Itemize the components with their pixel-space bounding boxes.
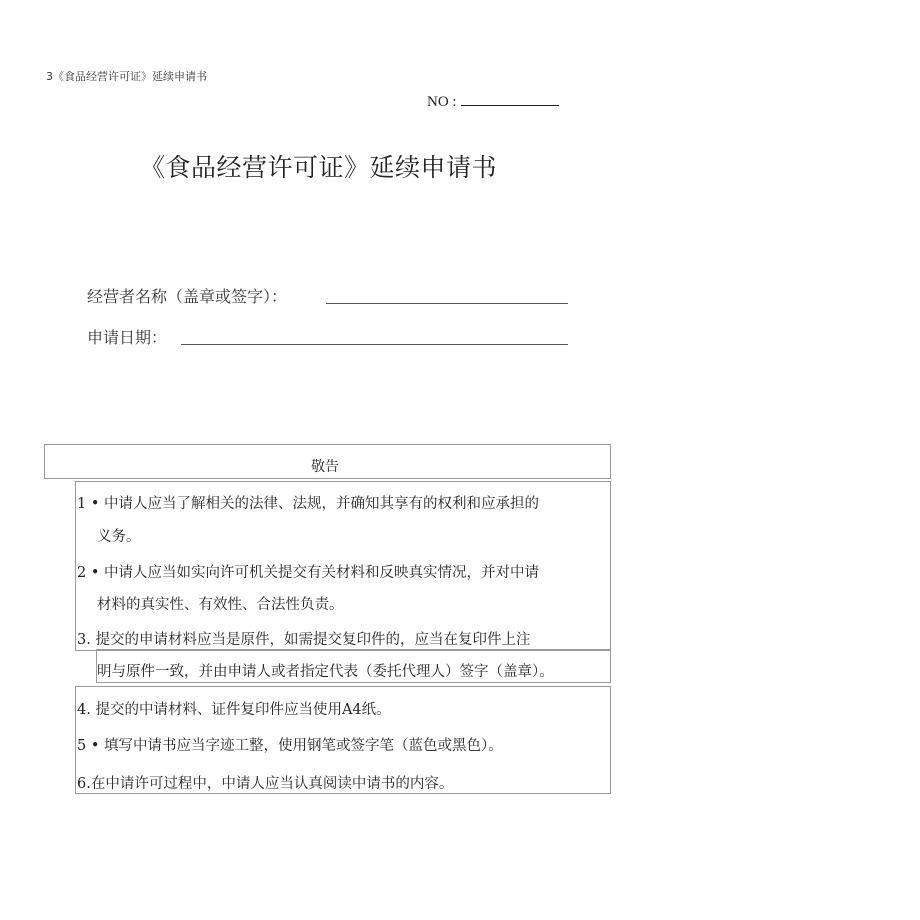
notice-item-3: 3. 提交的申请材料应当是原件，如需提交复印件的，应当在复印件上注 bbox=[77, 632, 531, 648]
notice-item-3-continued: 明与原件一致，并由申请人或者指定代表（委托代理人）签字（盖章）。 bbox=[97, 664, 554, 680]
apply-date-label: 申请日期： bbox=[87, 328, 168, 347]
notice-item-2: 2 • 中请人应当如实向许可机关提交有关材料和反映真实情况，并对中请 bbox=[77, 565, 539, 581]
notice-title: 敬告 bbox=[311, 459, 339, 475]
operator-name-label: 经营者名称（盖章或签字）： bbox=[87, 287, 288, 306]
document-number bbox=[427, 93, 559, 111]
notice-item-2-continued: 材料的真实性、有效性、合法性负责。 bbox=[97, 597, 344, 613]
page-title: 《食品经营许可证》延续申请书 bbox=[140, 153, 498, 182]
operator-name-field[interactable] bbox=[326, 303, 568, 304]
notice-item-6: 6.在中请许可过程中，中请人应当认真阅读中请书的内容。 bbox=[77, 776, 454, 792]
document-number-blank[interactable] bbox=[461, 93, 559, 106]
document-number-label: NO : bbox=[427, 94, 457, 110]
notice-item-4: 4. 提交的中请材料、证件复印件应当使用A4纸。 bbox=[77, 702, 391, 718]
notice-item-5: 5 • 填写中请书应当字迹工整，使用钢笔或签字笔（蓝色或黑色）。 bbox=[77, 738, 503, 754]
apply-date-field[interactable] bbox=[181, 344, 568, 345]
notice-item-1-continued: 义务。 bbox=[97, 529, 141, 545]
header-note: 3《食品经营许可证》延续申请书 bbox=[46, 70, 207, 83]
notice-item-1: 1 • 中请人应当了解相关的法律、法规，并确知其享有的权利和应承担的 bbox=[77, 496, 539, 512]
